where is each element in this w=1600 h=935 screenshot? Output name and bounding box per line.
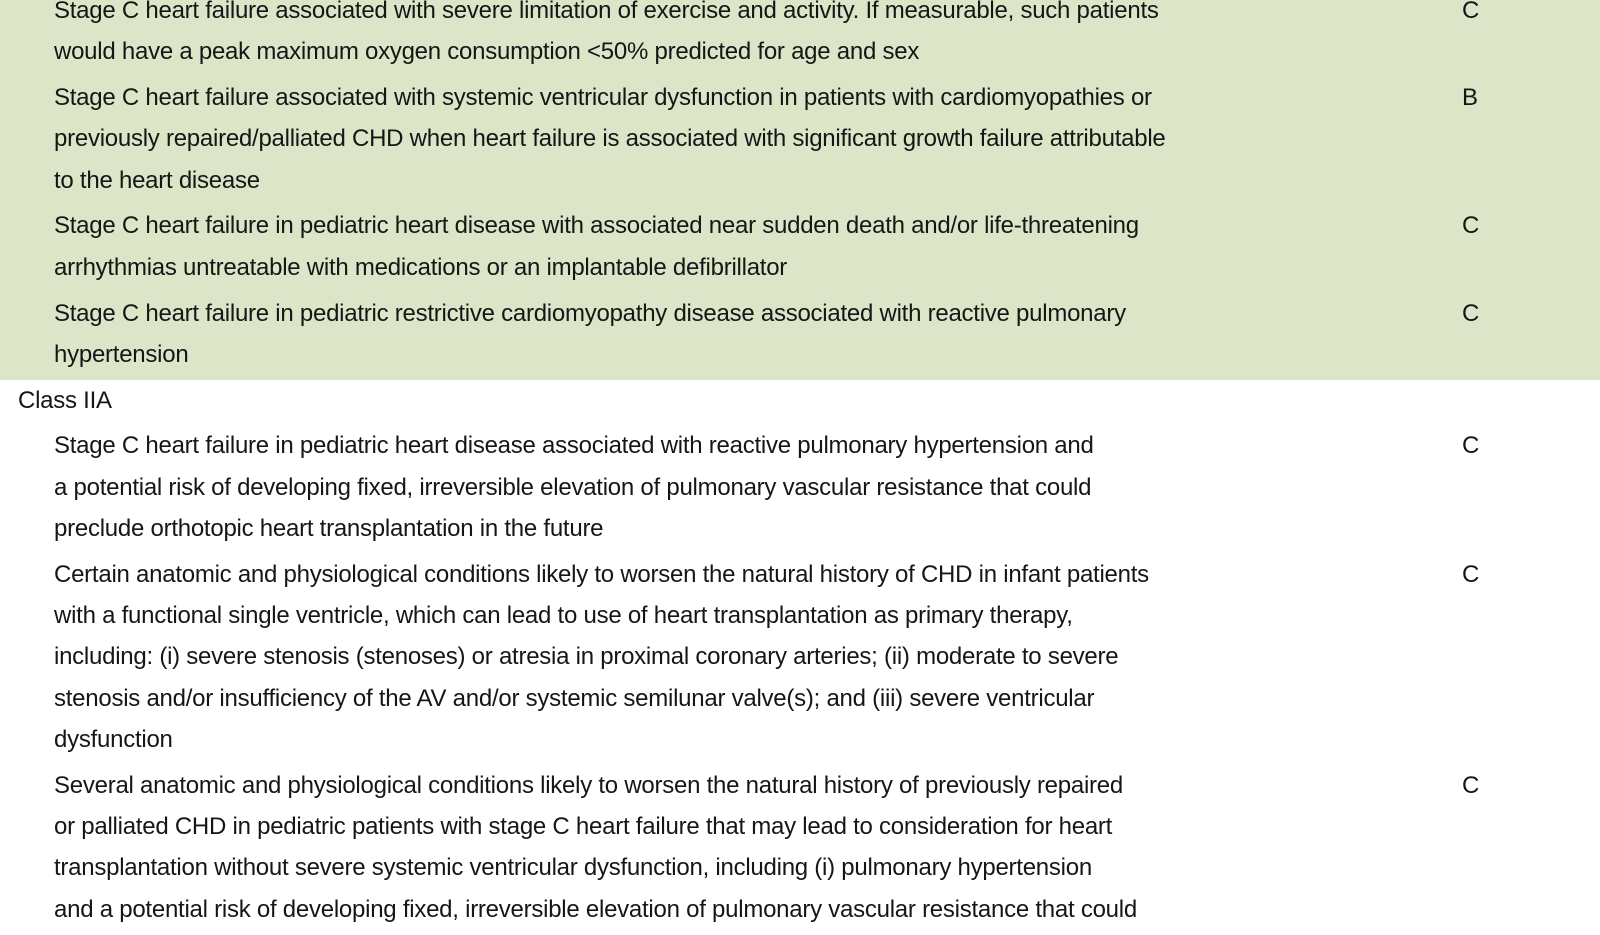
table-row [0, 0, 1600, 77]
class-iia-section [0, 380, 1600, 935]
recommendation-text-line: Stage C heart failure in pediatric heart disease associated with reactive pulmonary hypertension and [54, 432, 1094, 460]
table-row [0, 425, 1600, 553]
table-row [0, 765, 1600, 935]
recommendation-text-line: to the heart disease [54, 166, 260, 194]
recommendation-text-line: and a potential risk of developing fixed, irreversible elevation of pulmonary vascular resistance that could [54, 895, 1137, 923]
table-row [0, 293, 1600, 380]
recommendation-text-line: preclude orthotopic heart transplantation in the future [54, 515, 604, 543]
level-of-evidence: C [1462, 771, 1480, 799]
table-row [0, 205, 1600, 292]
recommendation-text-line: previously repaired/palliated CHD when heart failure is associated with significant growth failure attributable [54, 125, 1166, 153]
level-of-evidence: C [1462, 212, 1480, 240]
level-of-evidence: C [1462, 560, 1480, 588]
table-row [0, 77, 1600, 205]
class-heading: Class IIA [18, 386, 112, 414]
recommendation-text-line: dysfunction [54, 726, 173, 754]
level-of-evidence: C [1462, 432, 1480, 460]
level-of-evidence: B [1462, 84, 1478, 112]
class-i-section [0, 0, 1600, 380]
recommendation-text-line: hypertension [54, 340, 189, 368]
recommendation-text-line: Stage C heart failure in pediatric heart disease with associated near sudden death and/or life-threatening [54, 212, 1139, 240]
recommendation-text-line: Stage C heart failure in pediatric restrictive cardiomyopathy disease associated with reactive pulmonary [54, 299, 1126, 327]
recommendation-text-line: Several anatomic and physiological conditions likely to worsen the natural history of previously repaired [54, 771, 1123, 799]
recommendation-text-line: Stage C heart failure associated with severe limitation of exercise and activity. If measurable, such patients [54, 0, 1159, 24]
recommendation-text-line: Stage C heart failure associated with systemic ventricular dysfunction in patients with cardiomyopathies or [54, 84, 1152, 112]
recommendation-text-line: including: (i) severe stenosis (stenoses) or atresia in proximal coronary arteries; (ii) moderate to severe [54, 643, 1119, 671]
recommendation-text-line: or palliated CHD in pediatric patients with stage C heart failure that may lead to consideration for heart [54, 813, 1113, 841]
recommendation-text-line: Certain anatomic and physiological conditions likely to worsen the natural history of CHD in infant patients [54, 560, 1149, 588]
recommendation-text-line: with a functional single ventricle, which can lead to use of heart transplantation as primary therapy, [54, 602, 1073, 630]
recommendation-text-line: would have a peak maximum oxygen consumption <50% predicted for age and sex [54, 38, 920, 66]
recommendation-text-line: transplantation without severe systemic ventricular dysfunction, including (i) pulmonary hypertension [54, 854, 1092, 882]
table-row [0, 554, 1600, 765]
level-of-evidence: C [1462, 299, 1480, 327]
recommendation-text-line: arrhythmias untreatable with medications or an implantable defibrillator [54, 253, 788, 281]
recommendation-text-line: a potential risk of developing fixed, irreversible elevation of pulmonary vascular resistance that could [54, 473, 1092, 501]
recommendation-text-line: stenosis and/or insufficiency of the AV and/or systemic semilunar valve(s); and (iii) severe ventricular [54, 684, 1095, 712]
level-of-evidence: C [1462, 0, 1480, 24]
